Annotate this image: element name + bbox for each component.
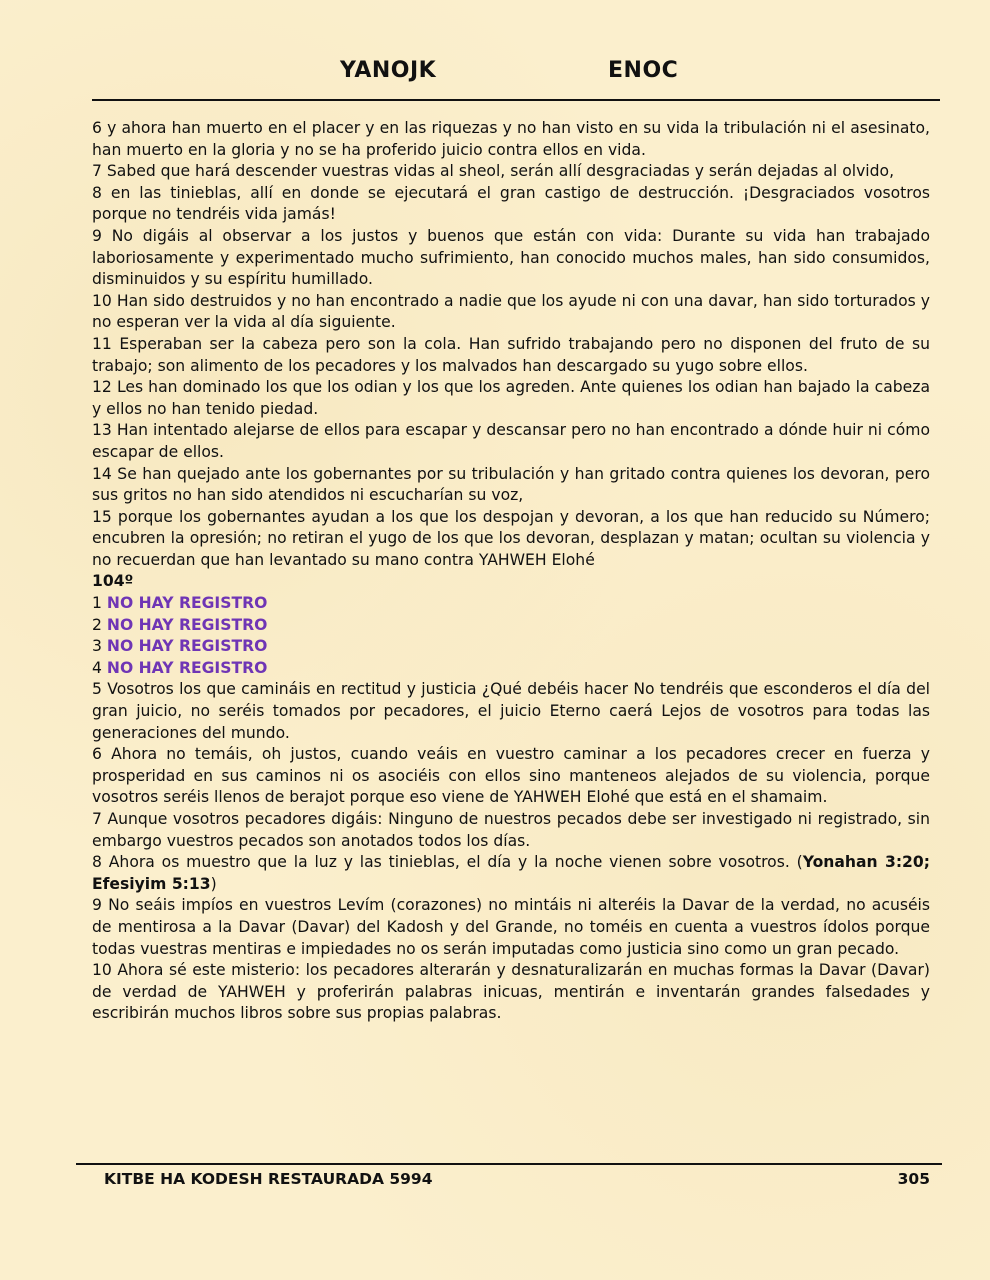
paren-close: ) [210, 874, 217, 893]
no-record-label: NO HAY REGISTRO [106, 594, 268, 613]
page-header [92, 58, 940, 98]
verse-number: 1 [92, 594, 102, 613]
footer-title: KITBE HA KODESH RESTAURADA 5994 [104, 1170, 433, 1188]
paren-open: ( [796, 853, 803, 872]
header-divider [92, 99, 940, 101]
cross-reference: Yonahan 3:20; Efesiyim 5:13 [92, 853, 930, 893]
verse-number: 3 [92, 637, 102, 656]
page-body [92, 118, 930, 1025]
verse-with-reference [92, 852, 930, 895]
verse-no-record [92, 615, 930, 637]
verse-number: 4 [92, 658, 102, 677]
verse: 9 No digáis al observar a los justos y buenos que están con vida: Durante su vida han trabajado laboriosamente y experimentado mucho sufrimiento, han conocido muchos males, han sido consumidos, disminuidos y su espíritu humillado. [92, 226, 930, 289]
footer-divider [76, 1163, 942, 1165]
verse: 8 en las tinieblas, allí en donde se ejecutará el gran castigo de destrucción. ¡Desgraciados vosotros porque no tendréis vida jamás! [92, 183, 930, 224]
verse: 14 Se han quejado ante los gobernantes por su tribulación y han gritado contra quienes los devoran, pero sus gritos no han sido atendidos ni escucharían su voz, [92, 464, 930, 505]
verse-no-record [92, 658, 930, 680]
verse: 10 Han sido destruidos y no han encontrado a nadie que los ayude ni con una davar, han sido torturados y no esperan ver la vida al día siguiente. [92, 291, 930, 332]
verse-no-record [92, 636, 930, 658]
verse: 13 Han intentado alejarse de ellos para escapar y descansar pero no han encontrado a dónde huir ni cómo escapar de ellos. [92, 421, 930, 461]
verse-text: 8 Ahora os muestro que la luz y las tinieblas, el día y la noche vienen sobre vosotros. [92, 853, 790, 872]
verse: 12 Les han dominado los que los odian y los que los agreden. Ante quienes los odian han bajado la cabeza y ellos no han tenido piedad. [92, 378, 930, 418]
page-number: 305 [897, 1170, 930, 1188]
header-book-spanish: ENOC [608, 58, 679, 83]
verse: 5 Vosotros los que camináis en rectitud y justicia ¿Qué debéis hacer No tendréis que esconderos el día del gran juicio, no seréis tomados por pecadores, el juicio Eterno caerá Lejos de vosotros para todas las generaciones del mundo. [92, 680, 930, 742]
chapter-heading: 104º [92, 572, 134, 591]
page-footer [104, 1170, 930, 1194]
header-book-hebrew: YANOJK [340, 58, 437, 83]
verse: 6 Ahora no temáis, oh justos, cuando veáis en vuestro caminar a los pecadores crecer en fuerza y prosperidad en sus caminos ni os asociéis con ellos sino manteneos alejados de su violencia, porque vosotros seréis llenos de berajot porque eso viene de YAHWEH Elohé que está en el shamaim. [92, 745, 930, 807]
verse: 7 Sabed que hará descender vuestras vidas al sheol, serán allí desgraciadas y serán dejadas al olvido, [92, 162, 895, 181]
verse: 11 Esperaban ser la cabeza pero son la cola. Han sufrido trabajando pero no disponen del fruto de su trabajo; son alimento de los pecadores y los malvados han descargado su yugo sobre ellos. [92, 334, 930, 375]
verse: 7 Aunque vosotros pecadores digáis: Ninguno de nuestros pecados debe ser investigado ni registrado, sin embargo vuestros pecados son anotados todos los días. [92, 810, 930, 850]
verse: 6 y ahora han muerto en el placer y en las riquezas y no han visto en su vida la tribulación ni el asesinato, han muerto en la gloria y no se ha proferido juicio contra ellos en vida. [92, 119, 930, 159]
no-record-label: NO HAY REGISTRO [106, 615, 268, 634]
verse: 15 porque los gobernantes ayudan a los que los despojan y devoran, a los que han reducido su Número; encubren la opresión; no retiran el yugo de los que los devoran, desplazan y matan; ocultan su violencia y no recuerdan que han levantado su mano contra YAHWEH Elohé [92, 507, 930, 569]
verse-number: 2 [92, 615, 102, 634]
no-record-label: NO HAY REGISTRO [106, 658, 268, 677]
verse-no-record [92, 593, 930, 615]
no-record-label: NO HAY REGISTRO [106, 637, 268, 656]
verse: 10 Ahora sé este misterio: los pecadores alterarán y desnaturalizarán en muchas formas la Davar (Davar) de verdad de YAHWEH y proferirán palabras inicuas, mentirán e inventarán grandes falsedades y escribirán muchos libros sobre sus propias palabras. [92, 961, 930, 1023]
verse: 9 No seáis impíos en vuestros Levím (corazones) no mintáis ni alteréis la Davar de la verdad, no acuséis de mentirosa a la Davar (Davar) del Kadosh y del Grande, no toméis en cuenta a vuestros ídolos porque todas vuestras mentiras e impiedades no os serán imputadas como justicia sino como un gran pecado. [92, 896, 930, 958]
